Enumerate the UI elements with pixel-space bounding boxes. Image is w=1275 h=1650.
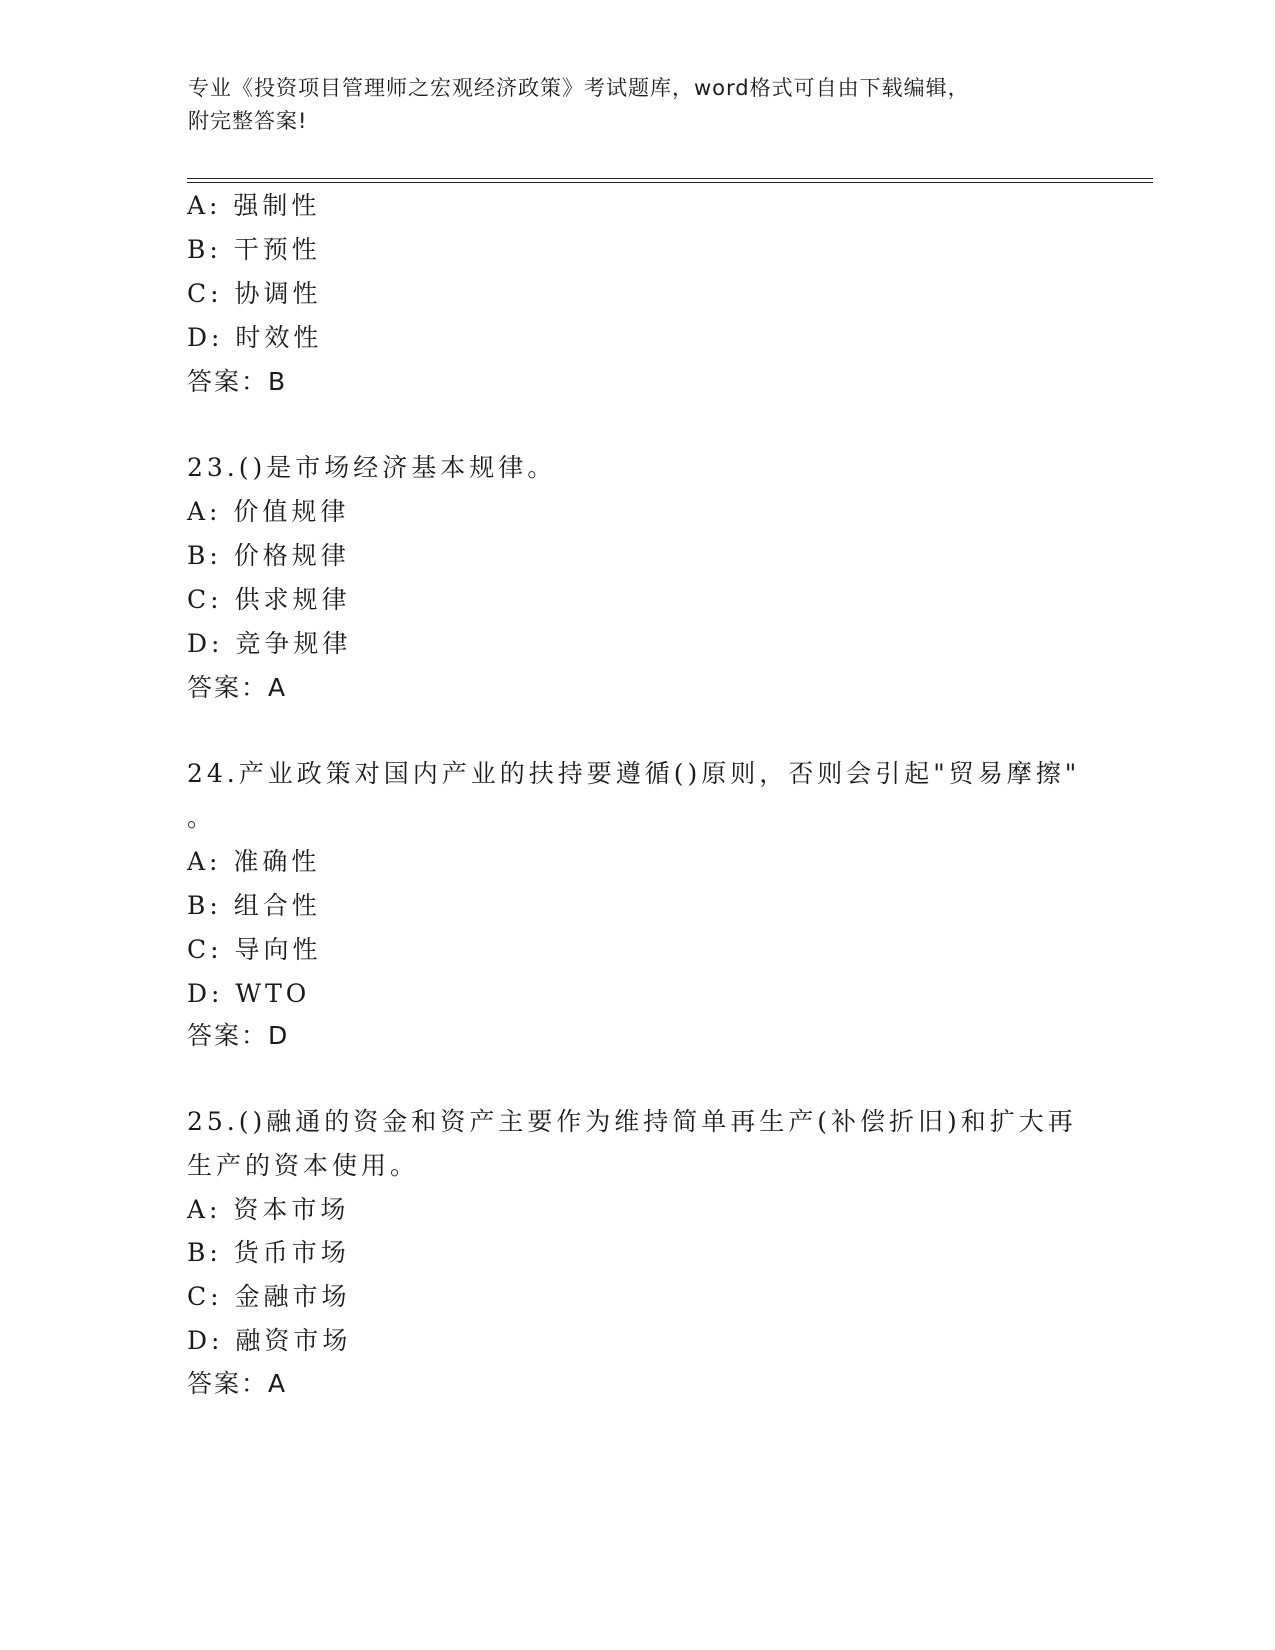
q23-stem: 23.()是市场经济基本规律。	[187, 453, 557, 482]
document-header	[188, 72, 1088, 138]
q22-option-d: D: 时效性	[187, 323, 323, 352]
q23-option-d: D: 竞争规律	[187, 629, 352, 658]
header-line-2: 附完整答案!	[188, 109, 308, 133]
q23-option-c: C: 供求规律	[187, 585, 351, 614]
q25-answer: 答案：A	[187, 1369, 288, 1398]
q24-stem-line-1: 24.产业政策对国内产业的扶持要遵循()原则，否则会引起"贸易摩擦"	[187, 759, 1081, 788]
q22-option-a: A: 强制性	[187, 191, 321, 220]
q24-option-d: D: WTO	[187, 979, 311, 1008]
header-line-1: 专业《投资项目管理师之宏观经济政策》考试题库，word格式可自由下载编辑，	[188, 76, 970, 100]
q24-option-a: A: 准确性	[187, 847, 321, 876]
q25-option-b: B: 货币市场	[187, 1238, 350, 1267]
q22-answer: 答案：B	[187, 367, 288, 396]
q24-option-b: B: 组合性	[187, 891, 321, 920]
q25-stem-line-1: 25.()融通的资金和资产主要作为维持简单再生产(补偿折旧)和扩大再	[187, 1107, 1077, 1136]
q24-answer: 答案：D	[187, 1021, 290, 1050]
header-divider	[187, 178, 1153, 183]
q25-stem-line-2: 生产的资本使用。	[187, 1151, 420, 1180]
q24-stem-line-2: 。	[187, 803, 217, 832]
q25-option-a: A: 资本市场	[187, 1195, 350, 1224]
q23-answer: 答案：A	[187, 673, 288, 702]
q23-option-b: B: 价格规律	[187, 541, 350, 570]
q23-option-a: A: 价值规律	[187, 497, 350, 526]
q22-option-c: C: 协调性	[187, 279, 322, 308]
q22-option-b: B: 干预性	[187, 235, 321, 264]
q24-option-c: C: 导向性	[187, 935, 322, 964]
q25-option-c: C: 金融市场	[187, 1282, 351, 1311]
q25-option-d: D: 融资市场	[187, 1326, 352, 1355]
